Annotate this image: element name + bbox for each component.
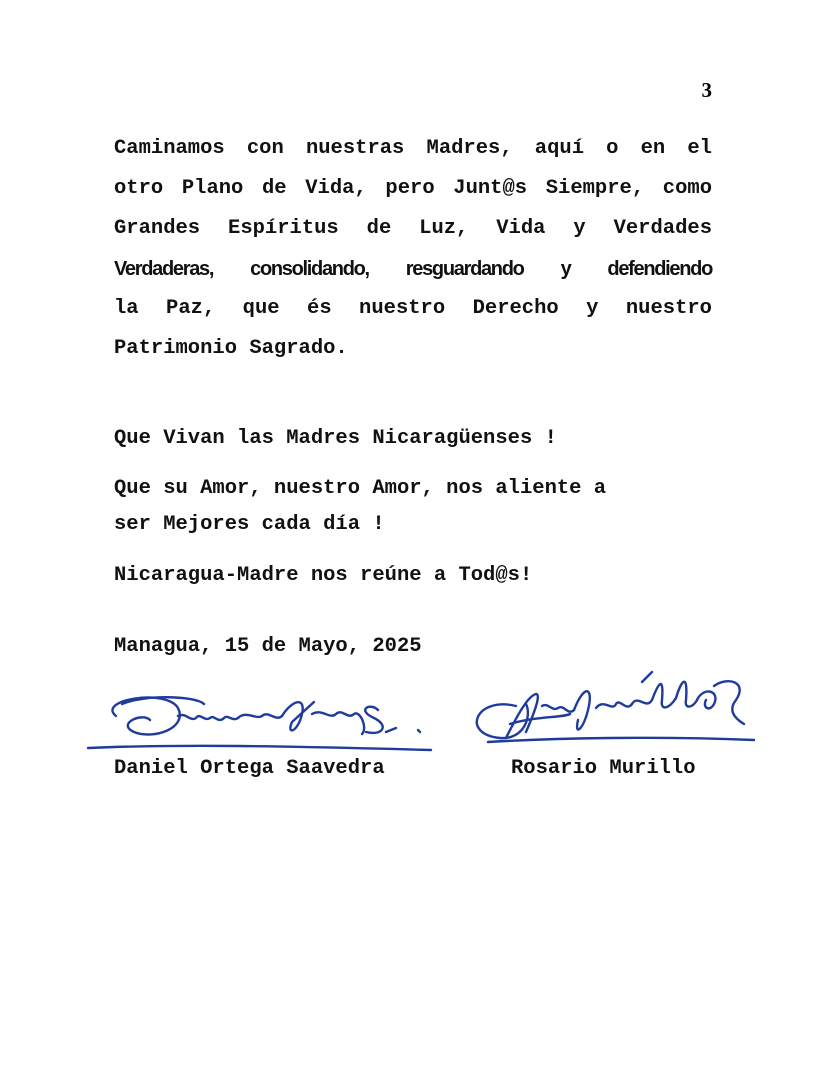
closing-line-3: Nicaragua-Madre nos reúne a Tod@s! bbox=[114, 564, 533, 587]
paragraph-line-3: Grandes Espíritus de Luz, Vida y Verdades bbox=[114, 217, 712, 240]
signatory-name-right: Rosario Murillo bbox=[511, 757, 696, 780]
place-date: Managua, 15 de Mayo, 2025 bbox=[114, 635, 422, 658]
closing-line-2a: Que su Amor, nuestro Amor, nos aliente a bbox=[114, 477, 607, 500]
paragraph-line-6: Patrimonio Sagrado. bbox=[114, 337, 348, 360]
paragraph-line-1: Caminamos con nuestras Madres, aquí o en el bbox=[114, 137, 712, 160]
page-number: 3 bbox=[701, 78, 712, 102]
paragraph-line-5: la Paz, que és nuestro Derecho y nuestro bbox=[114, 297, 712, 320]
signature-right bbox=[466, 664, 758, 764]
paragraph-line-4: Verdaderas, consolidando, resguardando y defendiendo bbox=[114, 258, 712, 280]
signature-left bbox=[86, 686, 446, 756]
signatory-name-left: Daniel Ortega Saavedra bbox=[114, 757, 385, 780]
paragraph-line-2: otro Plano de Vida, pero Junt@s Siempre, como bbox=[114, 177, 712, 200]
closing-line-2b: ser Mejores cada día ! bbox=[114, 513, 385, 536]
closing-line-1: Que Vivan las Madres Nicaragüenses ! bbox=[114, 427, 557, 450]
